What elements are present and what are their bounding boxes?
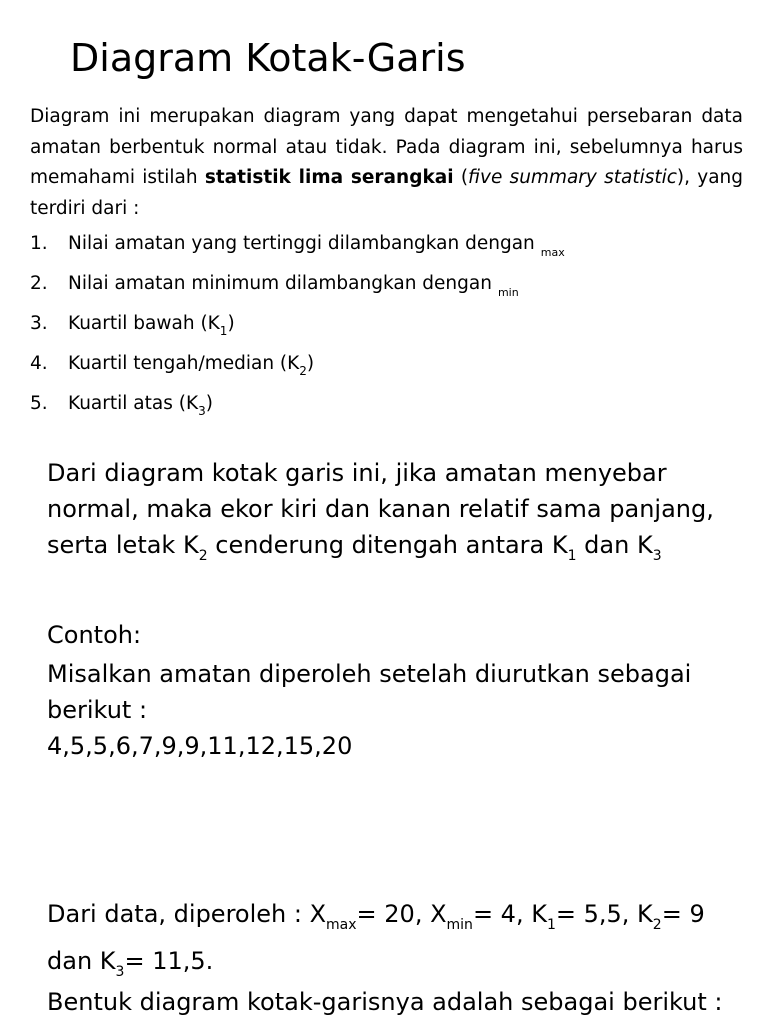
intro-bold-term: statistik lima serangkai xyxy=(204,167,454,188)
subscript: 2 xyxy=(198,548,208,564)
subscript: 3 xyxy=(115,964,125,980)
subscript: 1 xyxy=(546,917,556,933)
five-summary-list xyxy=(30,228,743,428)
subscript: 1 xyxy=(567,548,577,564)
list-item-close: ) xyxy=(306,353,315,374)
list-item xyxy=(30,268,743,308)
intro-paragraph xyxy=(30,102,743,224)
list-item-close: ) xyxy=(227,313,235,334)
closing-text: Bentuk diagram kotak-garisnya adalah sebagai berikut : xyxy=(47,988,723,1016)
para-text: Dari diagram kotak garis ini, jika amatan menyebar normal, maka ekor kiri dan kanan relatif sama panjang, serta letak K xyxy=(47,459,714,559)
result-text: = 11,5. xyxy=(124,947,214,975)
result-text: = 9 dan K xyxy=(47,900,705,975)
page-title: Diagram Kotak-Garis xyxy=(70,36,466,80)
subscript: min xyxy=(446,917,473,933)
list-item-number: 3. xyxy=(30,313,48,334)
list-item xyxy=(30,388,743,428)
subscript: 3 xyxy=(652,548,662,564)
list-item-text: Nilai amatan yang tertinggi dilambangkan dengan xyxy=(68,233,535,254)
list-item-text: Kuartil bawah (K xyxy=(68,313,220,334)
example-text xyxy=(47,656,747,764)
list-item xyxy=(30,228,743,268)
list-item-text: Kuartil atas (K xyxy=(68,393,199,414)
list-item-text: Nilai amatan minimum dilambangkan dengan xyxy=(68,273,492,294)
list-item-number: 4. xyxy=(30,353,48,374)
subscript: 2 xyxy=(652,917,662,933)
list-item-subscript: min xyxy=(497,286,519,299)
list-item-close: ) xyxy=(205,393,213,414)
list-item-number: 1. xyxy=(30,233,48,254)
para-text: dan K xyxy=(576,531,653,559)
result-text: = 5,5, K xyxy=(555,900,653,928)
list-item-subscript: 3 xyxy=(198,404,206,418)
example-description: Misalkan amatan diperoleh setelah diurutkan sebagai berikut : xyxy=(47,660,692,724)
result-text: = 20, X xyxy=(356,900,447,928)
result-paragraph xyxy=(47,896,747,990)
example-label: Contoh: xyxy=(47,621,142,649)
list-item-number: 2. xyxy=(30,273,48,294)
result-text: Dari data, diperoleh : X xyxy=(47,900,327,928)
list-item-subscript: max xyxy=(540,246,565,259)
subscript: max xyxy=(326,917,357,933)
list-item-number: 5. xyxy=(30,393,48,414)
intro-text-3: ), yang terdiri dari : xyxy=(30,167,744,219)
data-values: 4,5,5,6,7,9,9,11,12,15,20 xyxy=(47,732,353,760)
intro-text: Diagram ini merupakan diagram yang dapat mengetahui persebaran data amatan berbentuk normal atau tidak. Pada diagram ini, sebelumnya harus memahami istilah xyxy=(30,106,743,188)
intro-text-2: ( xyxy=(453,167,469,188)
intro-italic-term: five summary statistic xyxy=(468,167,677,188)
list-item xyxy=(30,348,743,388)
list-item-subscript: 2 xyxy=(299,364,307,378)
list-item-text: Kuartil tengah/median (K xyxy=(68,353,300,374)
para-text: cenderung ditengah antara K xyxy=(207,531,568,559)
list-item-subscript: 1 xyxy=(219,324,228,338)
result-text: = 4, K xyxy=(472,900,547,928)
list-item xyxy=(30,308,743,348)
normal-distribution-paragraph xyxy=(47,455,747,574)
